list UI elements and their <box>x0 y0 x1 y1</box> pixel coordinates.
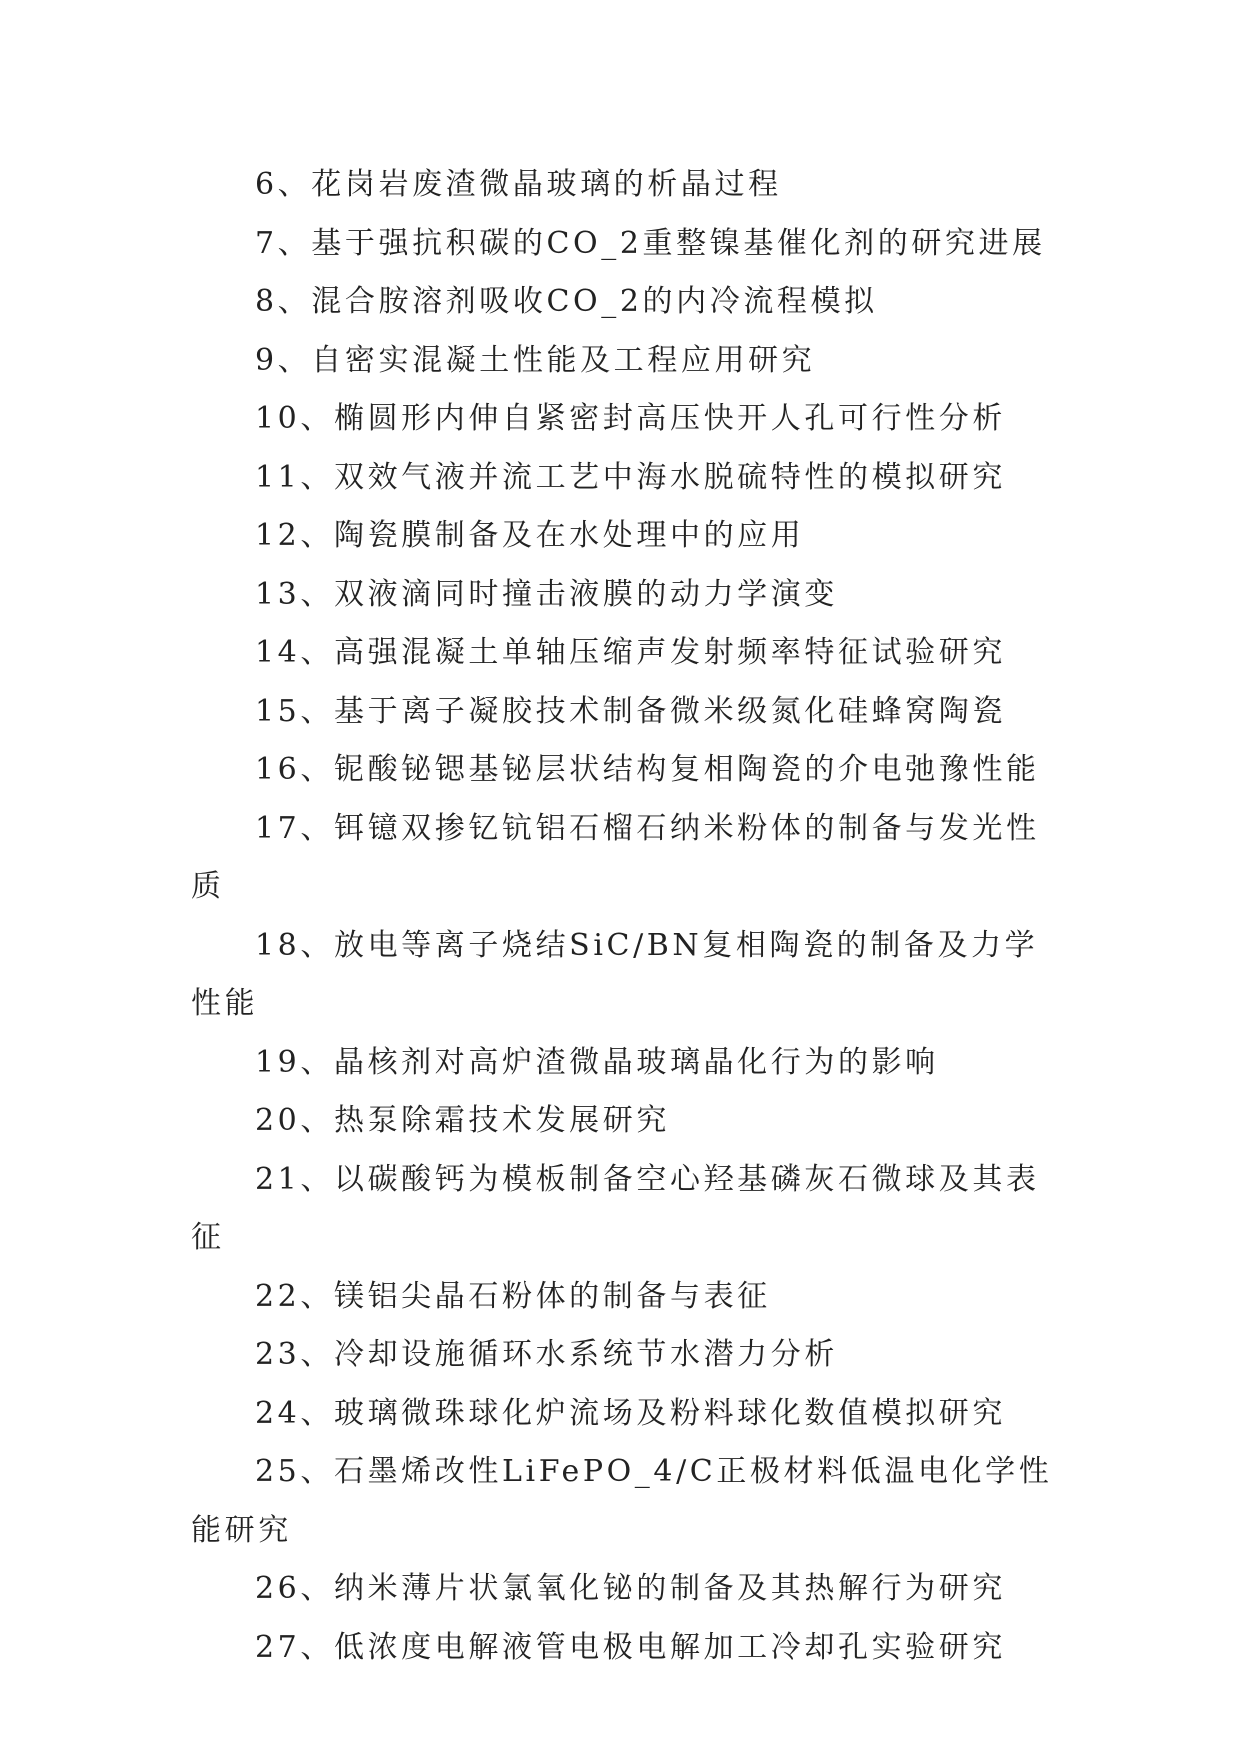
list-item: 12、陶瓷膜制备及在水处理中的应用 <box>255 518 805 553</box>
list-item: 19、晶核剂对高炉渣微晶玻璃晶化行为的影响 <box>255 1044 939 1080</box>
list-item: 26、纳米薄片状氯氧化铋的制备及其热解行为研究 <box>255 1571 1006 1606</box>
list-item: 23、冷却设施循环水系统节水潜力分析 <box>255 1337 838 1372</box>
list-item: 21、以碳酸钙为模板制备空心羟基磷灰石微球及其表征 <box>191 1161 1040 1255</box>
list-item: 9、自密实混凝土性能及工程应用研究 <box>255 342 816 378</box>
list-item: 24、玻璃微珠球化炉流场及粉料球化数值模拟研究 <box>255 1395 1006 1431</box>
list-item: 8、混合胺溶剂吸收CO_2的内冷流程模拟 <box>255 284 878 319</box>
list-item: 13、双液滴同时撞击液膜的动力学演变 <box>255 576 838 612</box>
list-item: 18、放电等离子烧结SiC/BN复相陶瓷的制备及力学性能 <box>191 927 1039 1021</box>
list-item: 16、铌酸铋锶基铋层状结构复相陶瓷的介电弛豫性能 <box>255 752 1040 787</box>
list-item: 20、热泵除霜技术发展研究 <box>255 1103 670 1138</box>
list-item: 17、铒镱双掺钇钪铝石榴石纳米粉体的制备与发光性质 <box>191 810 1040 904</box>
list-item: 10、椭圆形内伸自紧密封高压快开人孔可行性分析 <box>255 401 1006 436</box>
list-item: 27、低浓度电解液管电极电解加工冷却孔实验研究 <box>255 1629 1006 1665</box>
list-item: 6、花岗岩废渣微晶玻璃的析晶过程 <box>255 167 782 202</box>
list-item: 25、石墨烯改性LiFePO_4/C正极材料低温电化学性能研究 <box>191 1454 1053 1548</box>
list-item: 7、基于强抗积碳的CO_2重整镍基催化剂的研究进展 <box>255 225 1046 261</box>
list-item: 11、双效气液并流工艺中海水脱硫特性的模拟研究 <box>255 459 1006 495</box>
list-item: 15、基于离子凝胶技术制备微米级氮化硅蜂窝陶瓷 <box>255 693 1006 729</box>
paper-title-list <box>191 156 1053 1677</box>
list-item: 22、镁铝尖晶石粉体的制备与表征 <box>255 1278 771 1314</box>
list-item: 14、高强混凝土单轴压缩声发射频率特征试验研究 <box>255 635 1006 670</box>
